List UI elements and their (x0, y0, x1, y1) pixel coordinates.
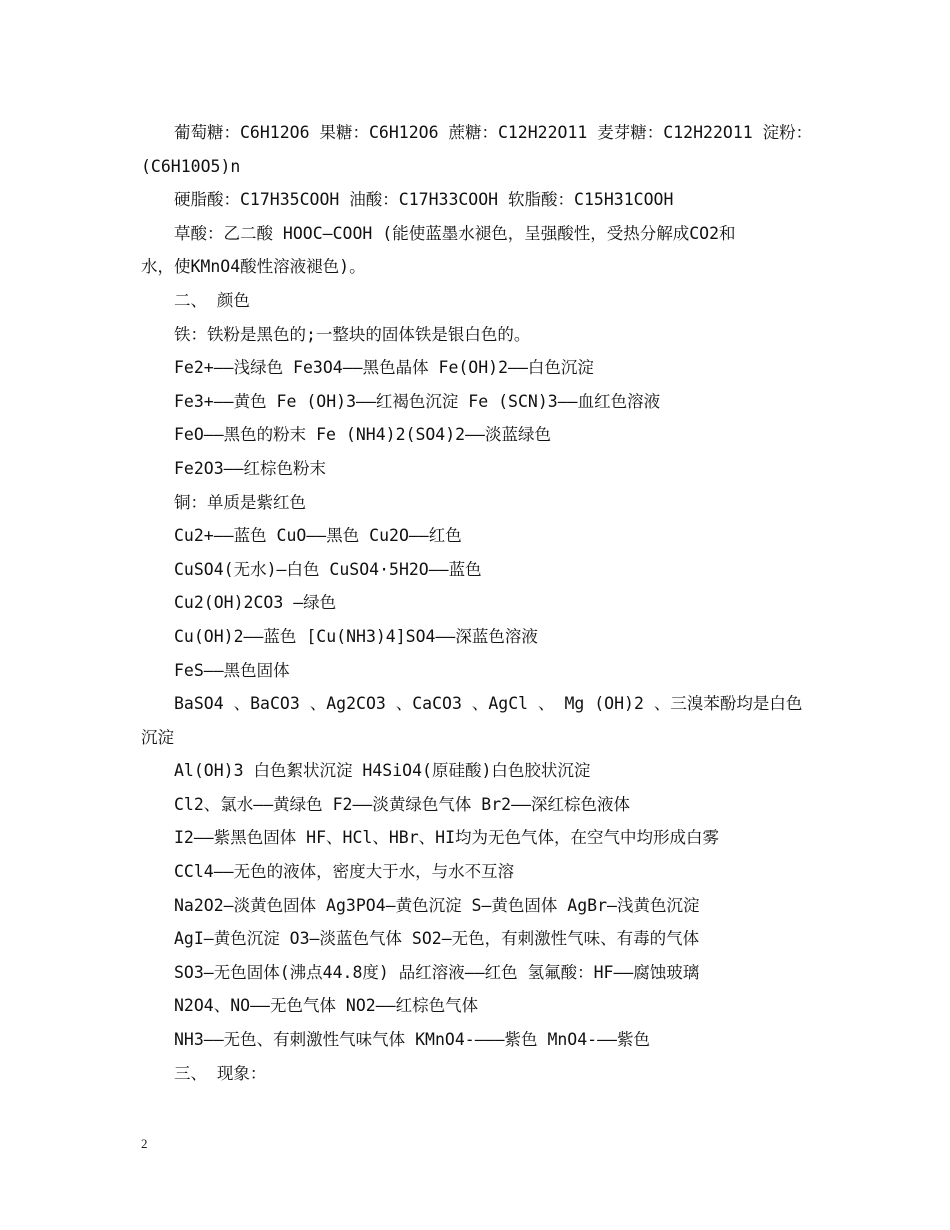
section-heading: 二、 颜色 (174, 290, 250, 310)
text-line: 沉淀 (141, 727, 174, 747)
text-line: 葡萄糖：C6H12O6 果糖：C6H12O6 蔗糖：C12H22O11 麦芽糖：C12H22O11 淀粉： (174, 123, 813, 142)
text-line: Na2O2—淡黄色固体 Ag3PO4—黄色沉淀 S—黄色固体 AgBr—浅黄色沉淀 (174, 895, 700, 915)
text-line: CCl4——无色的液体，密度大于水，与水不互溶 (174, 862, 515, 882)
text-line: Cl2、氯水——黄绿色 F2——淡黄绿色气体 Br2——深红棕色液体 (174, 794, 630, 814)
text-line: 草酸：乙二酸 HOOC—COOH (能使蓝墨水褪色，呈强酸性，受热分解成CO2和 (174, 223, 736, 243)
text-line: 铜：单质是紫红色 (174, 492, 306, 512)
text-line: Fe3+——黄色 Fe (OH)3——红褐色沉淀 Fe (SCN)3——血红色溶液 (174, 391, 661, 411)
text-line: Cu2(OH)2CO3 —绿色 (174, 593, 337, 613)
text-line: Fe2O3——红棕色粉末 (174, 458, 327, 478)
text-line: SO3—无色固体(沸点44.8度) 品红溶液——红色 氢氟酸：HF——腐蚀玻璃 (174, 962, 700, 982)
text-line: N2O4、NO——无色气体 NO2——红棕色气体 (174, 996, 479, 1016)
text-line: (C6H10O5)n (141, 156, 241, 176)
text-line: FeO——黑色的粉末 Fe (NH4)2(SO4)2——淡蓝绿色 (174, 425, 551, 445)
text-line: CuSO4(无水)—白色 CuSO4·5H2O——蓝色 (174, 559, 482, 579)
text-line: Fe2+——浅绿色 Fe3O4——黑色晶体 Fe(OH)2——白色沉淀 (174, 358, 594, 378)
page-number: 2 (141, 1136, 148, 1151)
text-line: 铁：铁粉是黑色的;一整块的固体铁是银白色的。 (174, 324, 531, 344)
text-line: AgI—黄色沉淀 O3—淡蓝色气体 SO2—无色，有刺激性气味、有毒的气体 (174, 929, 700, 949)
text-line: 水，使KMnO4酸性溶液褪色)。 (141, 257, 366, 277)
text-line: Al(OH)3 白色絮状沉淀 H4SiO4(原硅酸)白色胶状沉淀 (174, 761, 591, 781)
document-body (141, 116, 813, 1090)
text-line: FeS——黑色固体 (174, 660, 290, 680)
text-line: Cu(OH)2——蓝色 [Cu(NH3)4]SO4——深蓝色溶液 (174, 626, 538, 646)
text-line: Cu2+——蓝色 CuO——黑色 Cu2O——红色 (174, 526, 462, 546)
text-line: BaSO4 、BaCO3 、Ag2CO3 、CaCO3 、AgCl 、 Mg (OH)2 、三溴苯酚均是白色 (174, 694, 803, 714)
text-line: I2——紫黑色固体 HF、HCl、HBr、HI均为无色气体，在空气中均形成白雾 (174, 828, 720, 848)
text-line: 硬脂酸：C17H35COOH 油酸：C17H33COOH 软脂酸：C15H31COOH (174, 190, 674, 210)
section-heading: 三、 现象： (174, 1063, 267, 1083)
text-line: NH3——无色、有刺激性气味气体 KMnO4-———紫色 MnO4-——紫色 (174, 1030, 650, 1050)
